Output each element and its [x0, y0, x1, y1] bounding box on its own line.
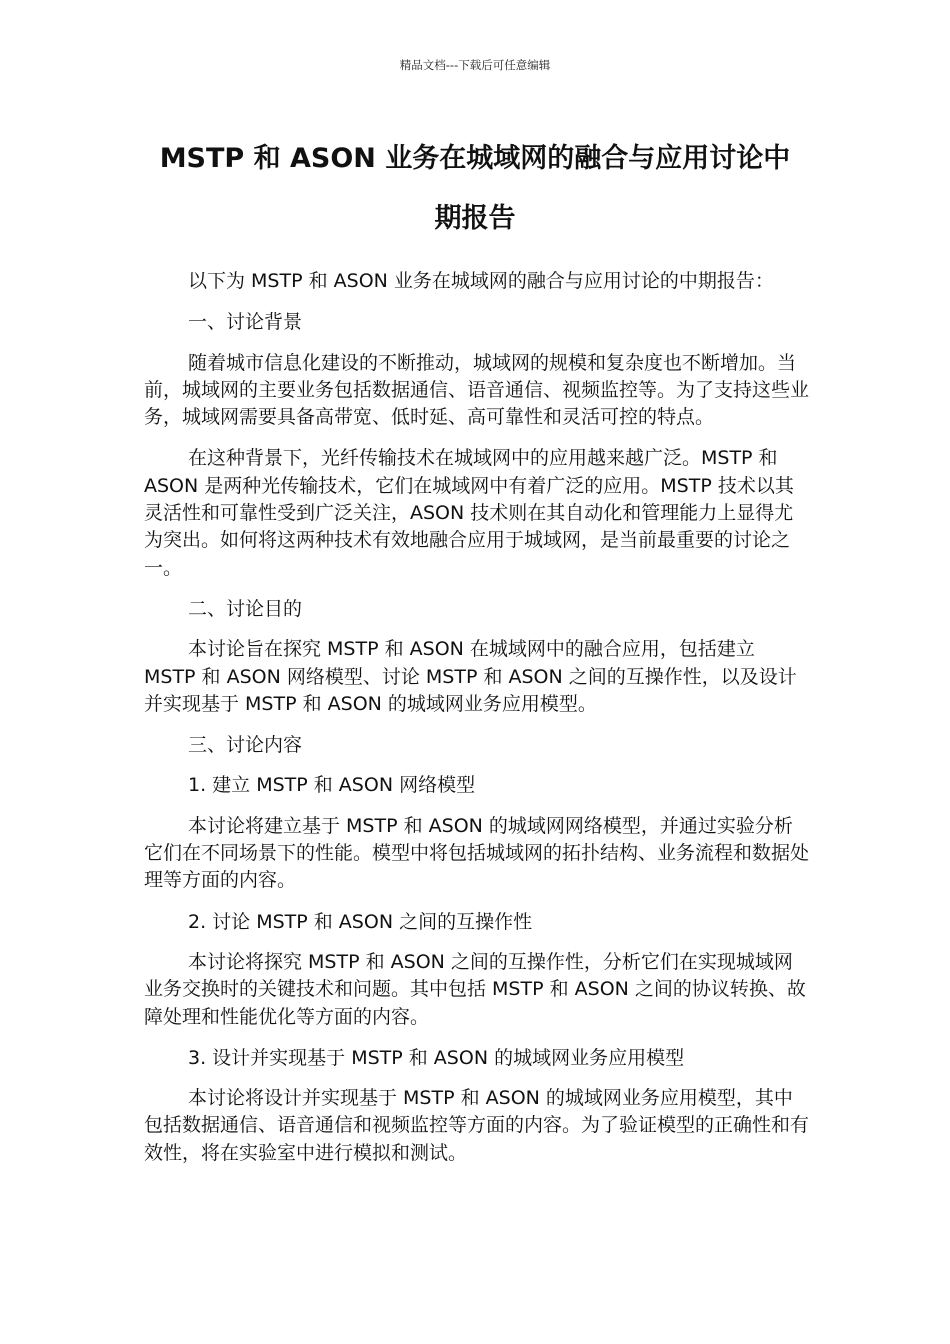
subheading-application-model: 3. 设计并实现基于 MSTP 和 ASON 的城域网业务应用模型 — [188, 1046, 685, 1069]
document-title-line-1: MSTP 和 ASON 业务在城域网的融合与应用讨论中 — [159, 143, 791, 174]
section-heading-content: 三、讨论内容 — [188, 734, 303, 757]
paragraph-background-1: 随着城市信息化建设的不断推动，城域网的规模和复杂度也不断增加。当前，城域网的主要业务包括数据通信、语音通信、视频监控等。为了支持这些业务，城域网需要具备高带宽、低时延、高可靠性和灵活可控的特点。 — [144, 351, 810, 429]
paragraph-purpose: 本讨论旨在探究 MSTP 和 ASON 在城域网中的融合应用，包括建立 MSTP 和 ASON 网络模型、讨论 MSTP 和 ASON 之间的互操作性，以及设计并实现基于 MSTP 和 ASON 的城域网业务应用模型。 — [144, 638, 797, 715]
section-heading-purpose: 二、讨论目的 — [188, 597, 303, 620]
paragraph-application-model: 本讨论将设计并实现基于 MSTP 和 ASON 的城域网业务应用模型，其中包括数据通信、语音通信和视频监控等方面的内容。为了验证模型的正确性和有效性，将在实验室中进行模拟和测试。 — [144, 1087, 810, 1164]
paragraph-network-model: 本讨论将建立基于 MSTP 和 ASON 的城域网网络模型，并通过实验分析它们在不同场景下的性能。模型中将包括城域网的拓扑结构、业务流程和数据处理等方面的内容。 — [144, 814, 810, 892]
page-header: 精品文档---下载后可任意编辑 — [399, 58, 551, 72]
section-heading-background: 一、讨论背景 — [188, 311, 303, 334]
intro-paragraph: 以下为 MSTP 和 ASON 业务在城域网的融合与应用讨论的中期报告： — [188, 270, 774, 292]
paragraph-interoperability: 本讨论将探究 MSTP 和 ASON 之间的互操作性，分析它们在实现城域网业务交换时的关键技术和问题。其中包括 MSTP 和 ASON 之间的协议转换、故障处理和性能优化等方面的内容。 — [144, 950, 806, 1028]
subheading-network-model: 1. 建立 MSTP 和 ASON 网络模型 — [188, 774, 476, 797]
subheading-interoperability: 2. 讨论 MSTP 和 ASON 之间的互操作性 — [188, 910, 533, 933]
document-body — [144, 268, 809, 1181]
document-title-line-2: 期报告 — [434, 203, 516, 234]
paragraph-background-2: 在这种背景下，光纤传输技术在城域网中的应用越来越广泛。MSTP 和 ASON 是两种光传输技术，它们在城域网中有着广泛的应用。MSTP 技术以其灵活性和可靠性受到广泛关注，ASON 技术则在其自动化和管理能力上显得尤为突出。如何将这两种技术有效地融合应用于城域网，是当前最重要的讨论之一。 — [144, 447, 794, 579]
